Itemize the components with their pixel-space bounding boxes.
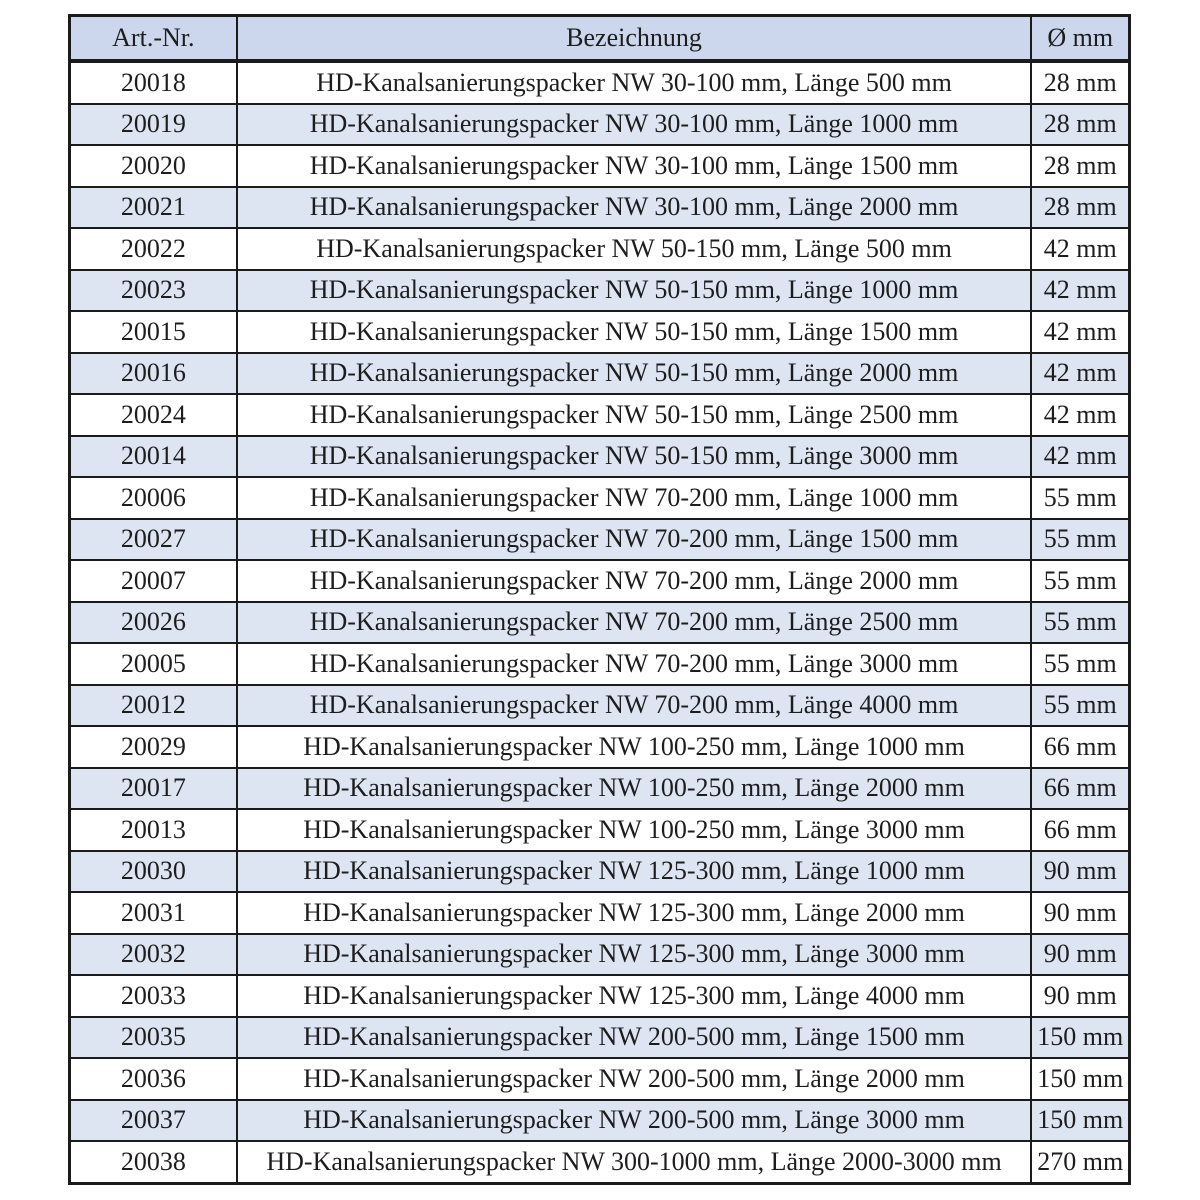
cell-diameter: 66 mm: [1031, 809, 1129, 851]
cell-art-nr: 20022: [70, 228, 237, 270]
cell-art-nr: 20013: [70, 809, 237, 851]
cell-diameter: 55 mm: [1031, 685, 1129, 727]
cell-bezeichnung: HD-Kanalsanierungspacker NW 125-300 mm, Länge 1000 mm: [237, 851, 1032, 893]
cell-diameter: 28 mm: [1031, 61, 1129, 104]
cell-bezeichnung: HD-Kanalsanierungspacker NW 50-150 mm, Länge 1500 mm: [237, 311, 1032, 353]
cell-art-nr: 20030: [70, 851, 237, 893]
cell-art-nr: 20038: [70, 1141, 237, 1183]
cell-bezeichnung: HD-Kanalsanierungspacker NW 50-150 mm, Länge 500 mm: [237, 228, 1032, 270]
table-row: [70, 145, 1130, 187]
table-body: [70, 61, 1130, 1183]
table-row: [70, 726, 1130, 768]
cell-art-nr: 20027: [70, 519, 237, 561]
cell-diameter: 150 mm: [1031, 1058, 1129, 1100]
cell-diameter: 90 mm: [1031, 851, 1129, 893]
cell-bezeichnung: HD-Kanalsanierungspacker NW 30-100 mm, Länge 2000 mm: [237, 187, 1032, 229]
cell-bezeichnung: HD-Kanalsanierungspacker NW 200-500 mm, Länge 3000 mm: [237, 1100, 1032, 1142]
table-row: [70, 602, 1130, 644]
cell-bezeichnung: HD-Kanalsanierungspacker NW 125-300 mm, Länge 2000 mm: [237, 892, 1032, 934]
table-row: [70, 187, 1130, 229]
cell-bezeichnung: HD-Kanalsanierungspacker NW 30-100 mm, Länge 1000 mm: [237, 104, 1032, 146]
article-table: [68, 14, 1131, 1185]
table-row: [70, 477, 1130, 519]
cell-diameter: 66 mm: [1031, 768, 1129, 810]
table-row: [70, 768, 1130, 810]
cell-art-nr: 20032: [70, 934, 237, 976]
cell-bezeichnung: HD-Kanalsanierungspacker NW 125-300 mm, Länge 3000 mm: [237, 934, 1032, 976]
article-table-container: [68, 14, 1131, 1185]
cell-art-nr: 20007: [70, 560, 237, 602]
table-row: [70, 61, 1130, 104]
cell-diameter: 90 mm: [1031, 934, 1129, 976]
table-row: [70, 394, 1130, 436]
cell-art-nr: 20035: [70, 1017, 237, 1059]
cell-diameter: 42 mm: [1031, 436, 1129, 478]
cell-art-nr: 20037: [70, 1100, 237, 1142]
cell-art-nr: 20036: [70, 1058, 237, 1100]
cell-art-nr: 20006: [70, 477, 237, 519]
cell-art-nr: 20020: [70, 145, 237, 187]
cell-bezeichnung: HD-Kanalsanierungspacker NW 70-200 mm, Länge 3000 mm: [237, 643, 1032, 685]
table-row: [70, 353, 1130, 395]
cell-diameter: 90 mm: [1031, 975, 1129, 1017]
cell-art-nr: 20021: [70, 187, 237, 229]
table-header: [70, 16, 1130, 62]
cell-bezeichnung: HD-Kanalsanierungspacker NW 200-500 mm, Länge 1500 mm: [237, 1017, 1032, 1059]
cell-bezeichnung: HD-Kanalsanierungspacker NW 30-100 mm, Länge 1500 mm: [237, 145, 1032, 187]
cell-bezeichnung: HD-Kanalsanierungspacker NW 70-200 mm, Länge 1500 mm: [237, 519, 1032, 561]
cell-diameter: 55 mm: [1031, 560, 1129, 602]
table-row: [70, 851, 1130, 893]
table-row: [70, 975, 1130, 1017]
table-row: [70, 1141, 1130, 1183]
cell-art-nr: 20018: [70, 61, 237, 104]
cell-art-nr: 20026: [70, 602, 237, 644]
cell-bezeichnung: HD-Kanalsanierungspacker NW 70-200 mm, Länge 4000 mm: [237, 685, 1032, 727]
table-row: [70, 436, 1130, 478]
table-row: [70, 311, 1130, 353]
cell-bezeichnung: HD-Kanalsanierungspacker NW 70-200 mm, Länge 2500 mm: [237, 602, 1032, 644]
table-row: [70, 104, 1130, 146]
cell-diameter: 66 mm: [1031, 726, 1129, 768]
cell-diameter: 42 mm: [1031, 311, 1129, 353]
cell-diameter: 55 mm: [1031, 519, 1129, 561]
table-row: [70, 1017, 1130, 1059]
cell-bezeichnung: HD-Kanalsanierungspacker NW 100-250 mm, Länge 2000 mm: [237, 768, 1032, 810]
cell-art-nr: 20029: [70, 726, 237, 768]
column-header-bezeichnung: Bezeichnung: [237, 16, 1032, 62]
cell-art-nr: 20017: [70, 768, 237, 810]
cell-art-nr: 20031: [70, 892, 237, 934]
column-header-diameter: Ø mm: [1031, 16, 1129, 62]
table-row: [70, 685, 1130, 727]
cell-bezeichnung: HD-Kanalsanierungspacker NW 50-150 mm, Länge 2500 mm: [237, 394, 1032, 436]
table-row: [70, 809, 1130, 851]
cell-diameter: 150 mm: [1031, 1017, 1129, 1059]
cell-diameter: 55 mm: [1031, 477, 1129, 519]
cell-bezeichnung: HD-Kanalsanierungspacker NW 100-250 mm, Länge 1000 mm: [237, 726, 1032, 768]
cell-bezeichnung: HD-Kanalsanierungspacker NW 70-200 mm, Länge 2000 mm: [237, 560, 1032, 602]
cell-art-nr: 20005: [70, 643, 237, 685]
table-row: [70, 270, 1130, 312]
cell-art-nr: 20016: [70, 353, 237, 395]
cell-bezeichnung: HD-Kanalsanierungspacker NW 30-100 mm, Länge 500 mm: [237, 61, 1032, 104]
cell-diameter: 90 mm: [1031, 892, 1129, 934]
cell-diameter: 42 mm: [1031, 394, 1129, 436]
cell-bezeichnung: HD-Kanalsanierungspacker NW 70-200 mm, Länge 1000 mm: [237, 477, 1032, 519]
cell-art-nr: 20024: [70, 394, 237, 436]
table-row: [70, 934, 1130, 976]
cell-art-nr: 20019: [70, 104, 237, 146]
cell-diameter: 28 mm: [1031, 187, 1129, 229]
cell-diameter: 42 mm: [1031, 270, 1129, 312]
cell-art-nr: 20014: [70, 436, 237, 478]
cell-diameter: 55 mm: [1031, 602, 1129, 644]
cell-art-nr: 20033: [70, 975, 237, 1017]
table-row: [70, 560, 1130, 602]
cell-art-nr: 20023: [70, 270, 237, 312]
table-row: [70, 643, 1130, 685]
cell-art-nr: 20015: [70, 311, 237, 353]
cell-art-nr: 20012: [70, 685, 237, 727]
cell-bezeichnung: HD-Kanalsanierungspacker NW 100-250 mm, Länge 3000 mm: [237, 809, 1032, 851]
header-row: [70, 16, 1130, 62]
cell-bezeichnung: HD-Kanalsanierungspacker NW 300-1000 mm, Länge 2000-3000 mm: [237, 1141, 1032, 1183]
table-row: [70, 1058, 1130, 1100]
cell-bezeichnung: HD-Kanalsanierungspacker NW 50-150 mm, Länge 1000 mm: [237, 270, 1032, 312]
cell-diameter: 270 mm: [1031, 1141, 1129, 1183]
cell-diameter: 42 mm: [1031, 353, 1129, 395]
cell-diameter: 28 mm: [1031, 145, 1129, 187]
cell-bezeichnung: HD-Kanalsanierungspacker NW 125-300 mm, Länge 4000 mm: [237, 975, 1032, 1017]
cell-diameter: 28 mm: [1031, 104, 1129, 146]
cell-diameter: 42 mm: [1031, 228, 1129, 270]
table-row: [70, 228, 1130, 270]
cell-diameter: 150 mm: [1031, 1100, 1129, 1142]
cell-bezeichnung: HD-Kanalsanierungspacker NW 50-150 mm, Länge 2000 mm: [237, 353, 1032, 395]
table-row: [70, 1100, 1130, 1142]
cell-diameter: 55 mm: [1031, 643, 1129, 685]
column-header-art-nr: Art.-Nr.: [70, 16, 237, 62]
table-row: [70, 519, 1130, 561]
cell-bezeichnung: HD-Kanalsanierungspacker NW 50-150 mm, Länge 3000 mm: [237, 436, 1032, 478]
cell-bezeichnung: HD-Kanalsanierungspacker NW 200-500 mm, Länge 2000 mm: [237, 1058, 1032, 1100]
table-row: [70, 892, 1130, 934]
